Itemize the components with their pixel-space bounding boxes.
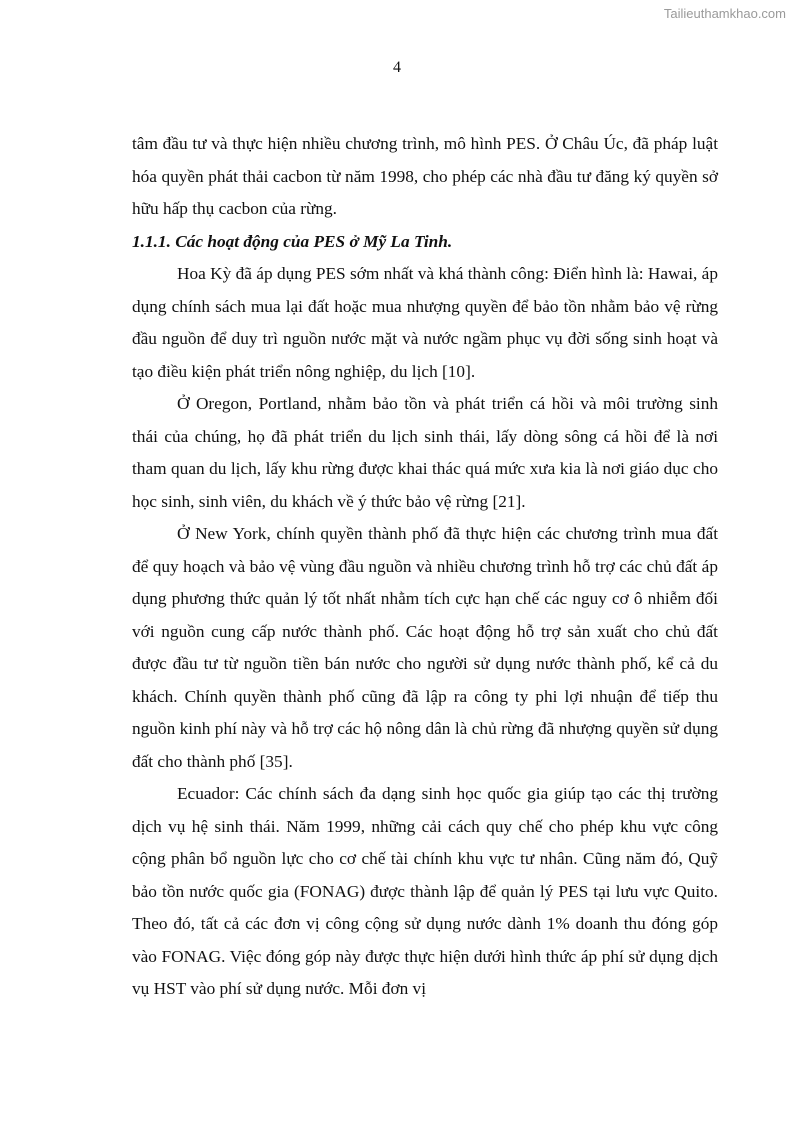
page-number: 4 <box>393 59 401 76</box>
paragraph-hoa-ky: Hoa Kỳ đã áp dụng PES sớm nhất và khá thành công: Điển hình là: Hawai, áp dụng chính sách mua lại đất hoặc mua nhượng quyền để bảo tồn nhằm bảo vệ rừng đầu nguồn để duy trì nguồn nước mặt và nước ngầm phục vụ đời sống sinh hoạt và tạo điều kiện phát triển nông nghiệp, du lịch [10]. <box>132 264 718 381</box>
paragraph-intro-continuation: tâm đầu tư và thực hiện nhiều chương trình, mô hình PES. Ở Châu Úc, đã pháp luật hóa quyền phát thải cacbon từ năm 1998, cho phép các nhà đầu tư đăng ký quyền sở hữu hấp thụ cacbon của rừng. <box>132 134 718 218</box>
paragraph-new-york: Ở New York, chính quyền thành phố đã thực hiện các chương trình mua đất để quy hoạch và bảo vệ vùng đầu nguồn và nhiều chương trình hỗ trợ các chủ đất áp dụng phương thức quản lý tốt nhất nhằm tích cực hạn chế các nguy cơ ô nhiễm đối với nguồn cung cấp nước thành phố. Các hoạt động hỗ trợ sản xuất cho chủ đất được đầu tư từ nguồn tiền bán nước cho người sử dụng nước thành phố, kể cả du khách. Chính quyền thành phố cũng đã lập ra công ty phi lợi nhuận để tiếp thu nguồn kinh phí này và hỗ trợ các hộ nông dân là chủ rừng đã nhượng quyền sử dụng đất cho thành phố [35]. <box>132 524 718 771</box>
paragraph-oregon: Ở Oregon, Portland, nhằm bảo tồn và phát triển cá hồi và môi trường sinh thái của chúng, họ đã phát triển du lịch sinh thái, lấy dòng sông cá hồi để là nơi tham quan du lịch, lấy khu rừng được khai thác quá mức xưa kia là nơi giáo dục cho học sinh, sinh viên, du khách về ý thức bảo vệ rừng [21]. <box>132 394 718 511</box>
document-body <box>132 128 718 1006</box>
section-heading: 1.1.1. Các hoạt động của PES ở Mỹ La Tinh. <box>132 231 453 251</box>
watermark: Tailieuthamkhao.com <box>663 6 786 21</box>
paragraph-ecuador: Ecuador: Các chính sách đa dạng sinh học quốc gia giúp tạo các thị trường dịch vụ hệ sinh thái. Năm 1999, những cải cách quy chế cho phép khu vực công cộng phân bổ nguồn lực cho cơ chế tài chính khu vực tư nhân. Cũng năm đó, Quỹ bảo tồn nước quốc gia (FONAG) được thành lập để quản lý PES tại lưu vực Quito. Theo đó, tất cả các đơn vị công cộng sử dụng nước dành 1% doanh thu đóng góp vào FONAG. Việc đóng góp này được thực hiện dưới hình thức áp phí sử dụng dịch vụ HST vào phí sử dụng nước. Mỗi đơn vị <box>132 784 718 998</box>
